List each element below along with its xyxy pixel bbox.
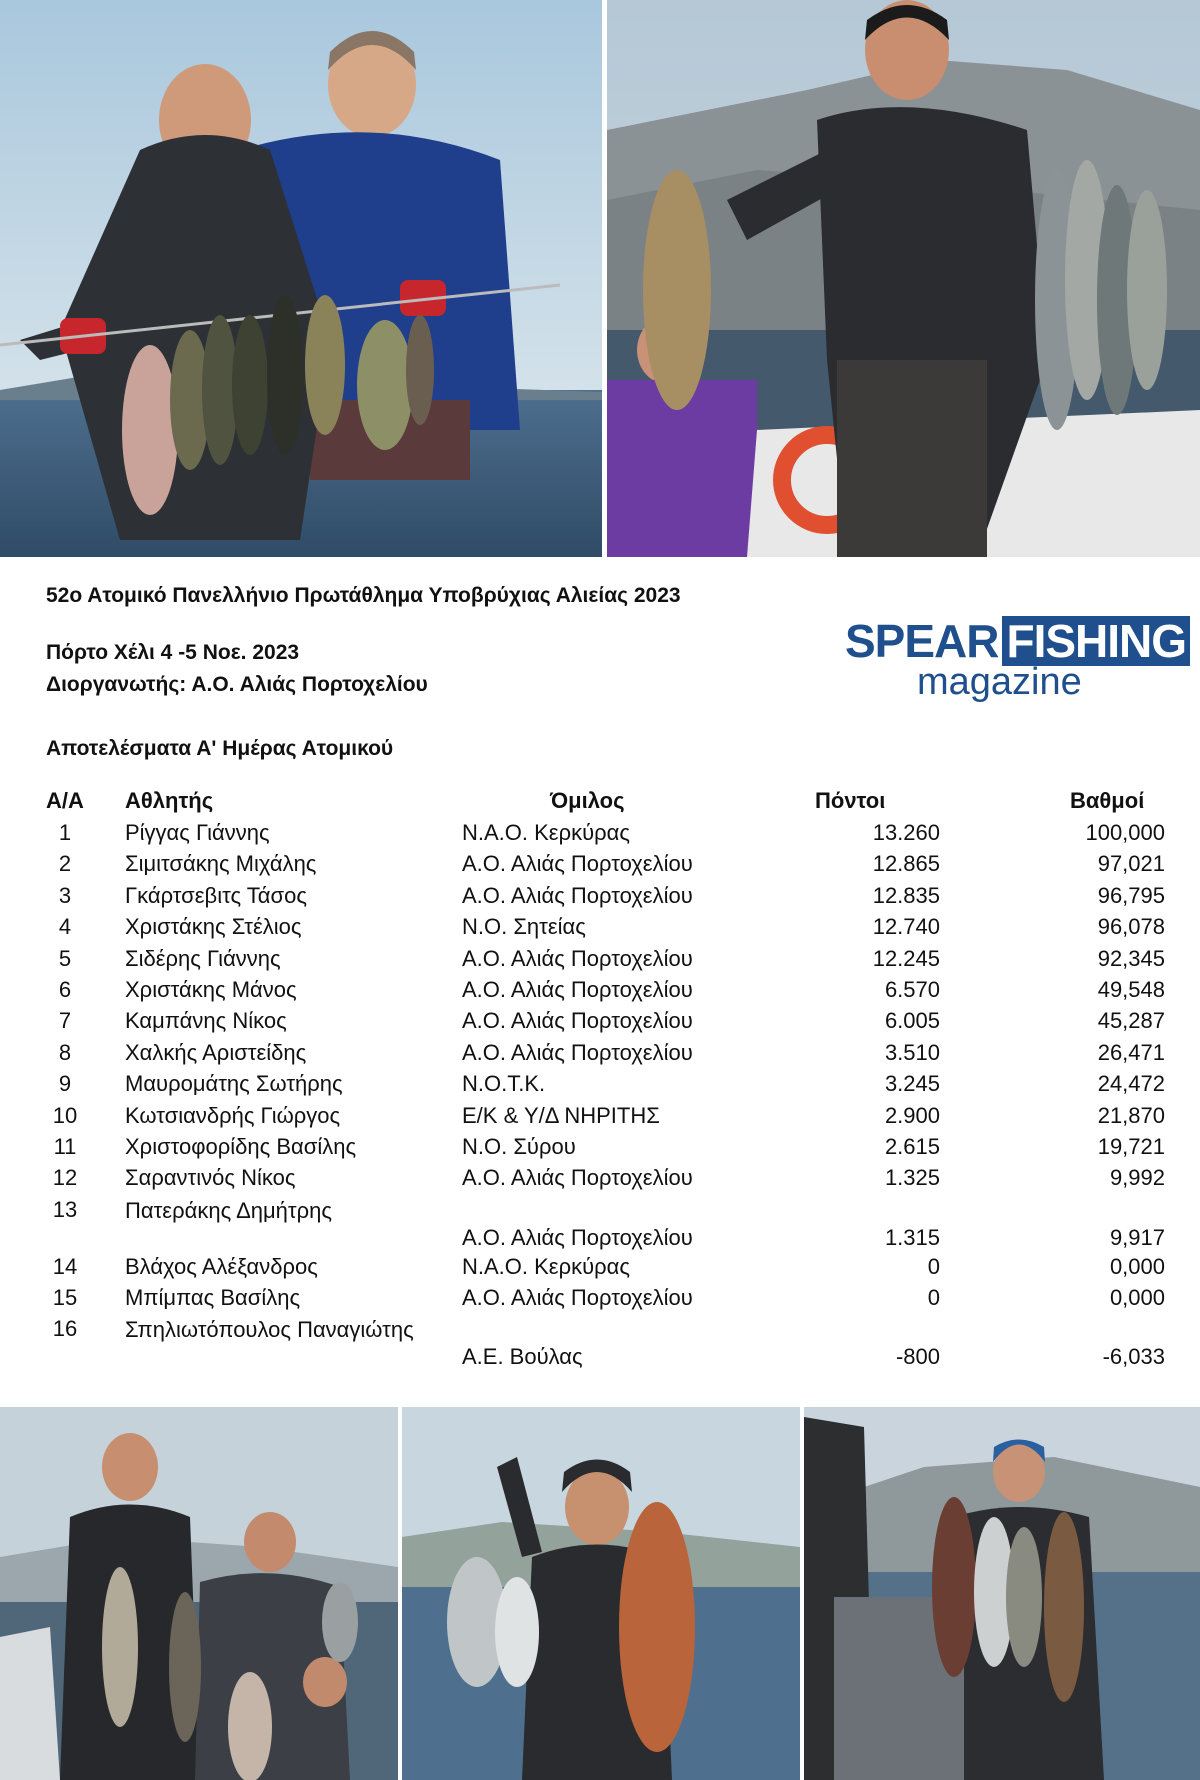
- table-row: [40, 1134, 1170, 1165]
- cell-points: 13.260: [872, 820, 940, 845]
- cell-club: Α.Ο. Αλιάς Πορτοχελίου: [462, 851, 693, 877]
- cell-points: 12.835: [872, 882, 940, 908]
- column-header-athlete: Αθλητής: [125, 788, 214, 813]
- cell-rank: 5: [58, 945, 72, 971]
- column-header-score: Βαθμοί: [1070, 788, 1145, 813]
- cell-athlete: Γκάρτσεβιτς Τάσος: [125, 882, 307, 908]
- photo-diver-holding-fish: [607, 0, 1200, 557]
- cell-score: 92,345: [1097, 945, 1165, 971]
- cell-score: 45,287: [1097, 1008, 1165, 1034]
- cell-points: 1.315: [884, 1224, 940, 1250]
- cell-club: Α.Ο. Αλιάς Πορτοχελίου: [462, 1008, 693, 1034]
- cell-score: 19,721: [1097, 1133, 1165, 1159]
- cell-rank: 10: [52, 1102, 78, 1128]
- cell-club: Ν.Ο. Σύρου: [462, 1133, 576, 1159]
- photo-diver-with-grouper: [402, 1407, 800, 1780]
- cell-athlete: Πατεράκης Δημήτρης: [125, 1197, 332, 1223]
- cell-rank: 16: [52, 1316, 78, 1342]
- cell-rank: 1: [58, 820, 72, 845]
- cell-score: 24,472: [1097, 1071, 1165, 1097]
- column-header-club: Όμιλος: [550, 788, 625, 813]
- cell-club: Ν.Α.Ο. Κερκύρας: [462, 1253, 630, 1279]
- cell-athlete: Καμπάνης Νίκος: [125, 1008, 287, 1034]
- cell-athlete: Χριστάκης Στέλιος: [125, 914, 302, 940]
- cell-points: 0: [927, 1253, 940, 1279]
- photo-divers-on-boat: [0, 1407, 398, 1780]
- cell-score: 0,000: [1109, 1253, 1165, 1279]
- page-title: 52ο Ατομικό Πανελλήνιο Πρωτάθλημα Υποβρύχιας Αλιείας 2023: [46, 584, 681, 607]
- cell-score: 26,471: [1097, 1039, 1165, 1065]
- results-table: [40, 788, 1170, 1373]
- cell-athlete: Χριστοφορίδης Βασίλης: [125, 1133, 357, 1159]
- cell-athlete: Βλάχος Αλέξανδρος: [125, 1253, 318, 1279]
- logo-fishing-text: FISHING: [1002, 616, 1190, 666]
- cell-club: Ε/Κ & Υ/Δ ΝΗΡΙΤΗΣ: [462, 1102, 660, 1128]
- cell-points: 12.245: [872, 945, 940, 971]
- cell-rank: 13: [52, 1196, 78, 1222]
- cell-points: 0: [927, 1285, 940, 1311]
- cell-athlete: Μαυρομάτης Σωτήρης: [125, 1071, 343, 1097]
- cell-rank: 4: [58, 914, 72, 940]
- table-row: [40, 1071, 1170, 1102]
- logo-magazine-text: magazine: [917, 661, 1082, 703]
- cell-club: Α.Ο. Αλιάς Πορτοχελίου: [462, 882, 693, 908]
- cell-score: 0,000: [1109, 1285, 1165, 1311]
- table-row: [40, 851, 1170, 882]
- cell-club: Ν.Ο. Σητείας: [462, 914, 586, 940]
- cell-points: 12.740: [872, 914, 940, 940]
- cell-points: 3.510: [884, 1039, 940, 1065]
- table-row: [40, 820, 1170, 851]
- cell-score: 49,548: [1097, 976, 1165, 1002]
- cell-score: 9,992: [1109, 1165, 1165, 1191]
- cell-rank: 15: [52, 1285, 78, 1311]
- cell-club: Α.Ο. Αλιάς Πορτοχελίου: [462, 1039, 693, 1065]
- column-header-points: Πόντοι: [815, 788, 886, 813]
- table-row: [40, 883, 1170, 914]
- event-location-date: Πόρτο Χέλι 4 -5 Νοε. 2023: [46, 641, 300, 664]
- event-organizer: Διοργανωτής: Α.Ο. Αλιάς Πορτοχελίου: [46, 673, 428, 696]
- cell-athlete: Σπηλιωτόπουλος Παναγιώτης: [125, 1317, 414, 1343]
- cell-score: -6,033: [1102, 1344, 1165, 1370]
- cell-club: Α.Ο. Αλιάς Πορτοχελίου: [462, 945, 693, 971]
- cell-rank: 12: [52, 1165, 78, 1191]
- cell-rank: 8: [58, 1039, 72, 1065]
- cell-rank: 14: [52, 1253, 78, 1279]
- cell-points: 3.245: [884, 1071, 940, 1097]
- cell-athlete: Χριστάκης Μάνος: [125, 976, 297, 1002]
- cell-athlete: Χαλκής Αριστείδης: [125, 1039, 307, 1065]
- table-row: [40, 1285, 1170, 1316]
- cell-points: -800: [895, 1344, 940, 1370]
- table-row: [40, 1197, 1170, 1254]
- cell-club: Α.Ο. Αλιάς Πορτοχελίου: [462, 1285, 693, 1311]
- cell-athlete: Ρίγγας Γιάννης: [125, 820, 270, 845]
- cell-club: Α.Ο. Αλιάς Πορτοχελίου: [462, 1224, 693, 1250]
- cell-athlete: Σιδέρης Γιάννης: [125, 945, 281, 971]
- photo-diver-with-octopus: [804, 1407, 1200, 1780]
- table-row: [40, 946, 1170, 977]
- spearfishing-magazine-logo: [845, 615, 1187, 711]
- logo-spear-text: SPEAR: [845, 615, 999, 667]
- cell-score: 97,021: [1097, 851, 1165, 877]
- cell-athlete: Σαραντινός Νίκος: [125, 1165, 296, 1191]
- cell-rank: 7: [58, 1008, 72, 1034]
- cell-score: 9,917: [1109, 1224, 1165, 1250]
- table-header: [40, 788, 1170, 820]
- cell-club: Α.Ο. Αλιάς Πορτοχελίου: [462, 1165, 693, 1191]
- cell-score: 100,000: [1085, 820, 1165, 845]
- cell-points: 2.900: [884, 1102, 940, 1128]
- cell-points: 6.005: [884, 1008, 940, 1034]
- cell-club: Α.Ο. Αλιάς Πορτοχελίου: [462, 976, 693, 1002]
- table-row: [40, 977, 1170, 1008]
- cell-points: 2.615: [884, 1133, 940, 1159]
- cell-points: 1.325: [884, 1165, 940, 1191]
- cell-club: Α.Ε. Βούλας: [462, 1344, 583, 1370]
- cell-score: 21,870: [1097, 1102, 1165, 1128]
- table-row: [40, 1008, 1170, 1039]
- table-row: [40, 1040, 1170, 1071]
- cell-points: 12.865: [872, 851, 940, 877]
- cell-rank: 6: [58, 976, 72, 1002]
- cell-score: 96,078: [1097, 914, 1165, 940]
- cell-athlete: Σιμιτσάκης Μιχάλης: [125, 851, 317, 877]
- cell-rank: 2: [58, 851, 72, 877]
- table-row: [40, 1165, 1170, 1196]
- cell-points: 6.570: [884, 976, 940, 1002]
- photo-two-divers-with-catch: [0, 0, 602, 557]
- cell-athlete: Κωτσιανδρής Γιώργος: [125, 1102, 341, 1128]
- cell-club: Ν.Ο.Τ.Κ.: [462, 1071, 546, 1097]
- table-row: [40, 1316, 1170, 1373]
- results-subtitle: Αποτελέσματα Α' Ημέρας Ατομικού: [46, 737, 394, 760]
- cell-athlete: Μπίμπας Βασίλης: [125, 1285, 301, 1311]
- table-row: [40, 914, 1170, 945]
- table-row: [40, 1254, 1170, 1285]
- cell-rank: 3: [58, 882, 72, 908]
- cell-score: 96,795: [1097, 882, 1165, 908]
- cell-rank: 9: [58, 1071, 72, 1097]
- table-row: [40, 1103, 1170, 1134]
- cell-club: Ν.Α.Ο. Κερκύρας: [462, 820, 630, 845]
- column-header-rank: Α/Α: [46, 788, 84, 813]
- cell-rank: 11: [53, 1133, 77, 1159]
